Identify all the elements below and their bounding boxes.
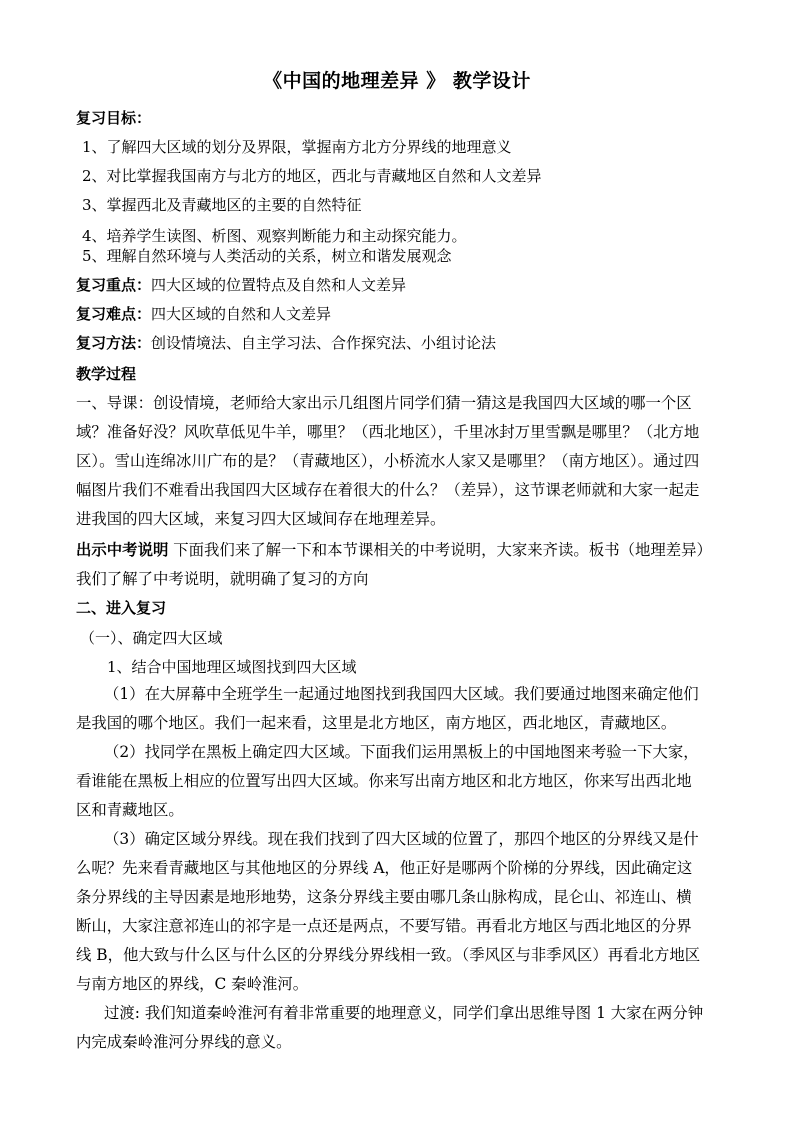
goals-heading: 复习目标： <box>76 109 152 127</box>
body-line: 过渡: 我们知道秦岭淮河有着非常重要的地理意义，同学们拿出思维导图 1 大家在两分钟 <box>104 1004 704 1022</box>
body-line: 内完成秦岭淮河分界线的意义。 <box>76 1033 292 1051</box>
difficulty-row <box>76 304 726 324</box>
body-line: （2）找同学在黑板上确定四大区域。下面我们运用黑板上的中国地图来考验一下大家， <box>104 743 699 761</box>
goal-item-3: 3、掌握西北及青藏地区的主要的自然特征 <box>82 196 362 214</box>
body-line: 与南方地区的界线，C 秦岭淮河。 <box>76 975 309 993</box>
exam-note-line: 我们了解了中考说明，就明确了复习的方向 <box>76 570 369 588</box>
body-line: 么呢？先来看青藏地区与其他地区的分界线 A，他正好是哪两个阶梯的分界线，因此确定这 <box>76 859 693 877</box>
exam-note-paragraph <box>76 536 726 594</box>
body-line: 断山，大家注意祁连山的祁字是一点还是两点，不要写错。再看北方地区与西北地区的分界 <box>76 917 692 935</box>
body-line: 是我国的哪个地区。我们一起来看，这里是北方地区，南方地区，西北地区，青藏地区。 <box>76 714 677 732</box>
method-row <box>76 333 726 353</box>
body-line: 看谁能在黑板上相应的位置写出四大区域。你来写出南方地区和北方地区，你来写出西北地 <box>76 772 692 790</box>
goal-item-1: 1、了解四大区域的划分及界限，掌握南方北方分界线的地理意义 <box>82 138 512 156</box>
intro-line: 幅图片我们不难看出我国四大区域存在着很大的什么？（差异），这节课老师就和大家一起走 <box>76 481 700 499</box>
exam-note-label: 出示中考说明 <box>76 541 169 559</box>
body-line: （3）确定区域分界线。现在我们找到了四大区域的位置了，那四个地区的分界线又是什 <box>104 830 699 848</box>
intro-line: 进我国的四大区域，来复习四大区域间存在地理差异。 <box>76 510 446 528</box>
step-1-heading: 1、结合中国地理区域图找到四大区域 <box>107 658 357 676</box>
body-line: 条分界线的主导因素是地形地势，这条分界线主要由哪几条山脉构成，昆仑山、祁连山、横 <box>76 888 692 906</box>
intro-line: 一、导课：创设情境，老师给大家出示几组图片同学们猜一猜这是我国四大区域的哪一个区 <box>76 394 692 412</box>
subsection-1-heading: （一）、确定四大区域 <box>80 629 223 647</box>
process-heading: 教学过程 <box>76 365 137 383</box>
goal-item-5: 5、理解自然环境与人类活动的关系，树立和谐发展观念 <box>82 247 452 265</box>
difficulty-text: 四大区域的自然和人文差异 <box>151 305 332 323</box>
body-line: （1）在大屏幕中全班学生一起通过地图找到我国四大区域。我们要通过地图来确定他们 <box>104 685 699 703</box>
intro-line: 区）。雪山连绵冰川广布的是？（青藏地区），小桥流水人家又是哪里？（南方地区）。通过四 <box>76 452 700 470</box>
key-point-label: 复习重点： <box>76 276 152 294</box>
body-line: 区和青藏地区。 <box>76 801 184 819</box>
exam-note-line <box>76 536 726 565</box>
intro-paragraph <box>76 389 726 534</box>
body-line: 线 B，他大致与什么区与什么区的分界线分界线相一致。（季风区与非季风区）再看北方地区 <box>76 946 701 964</box>
page-title: 《中国的地理差异 》 教学设计 <box>263 70 531 92</box>
key-point-text: 四大区域的位置特点及自然和人文差异 <box>151 276 407 294</box>
exam-note-text: 下面我们来了解一下和本节课相关的中考说明，大家来齐读。板书（地理差异） <box>168 541 712 559</box>
body-paragraphs <box>76 680 726 1057</box>
difficulty-label: 复习难点： <box>76 305 152 323</box>
key-point-row <box>76 275 726 295</box>
method-text: 创设情境法、自主学习法、合作探究法、小组讨论法 <box>151 334 497 352</box>
goal-item-2: 2、对比掌握我国南方与北方的地区，西北与青藏地区自然和人文差异 <box>82 167 542 185</box>
method-label: 复习方法： <box>76 334 152 352</box>
intro-line: 域？准备好没？风吹草低见牛羊，哪里？（西北地区），千里冰封万里雪飘是哪里？（北方地 <box>76 423 700 441</box>
section-2-heading: 二、进入复习 <box>76 599 167 617</box>
goal-item-4: 4、培养学生读图、析图、观察判断能力和主动探究能力。 <box>82 227 467 245</box>
